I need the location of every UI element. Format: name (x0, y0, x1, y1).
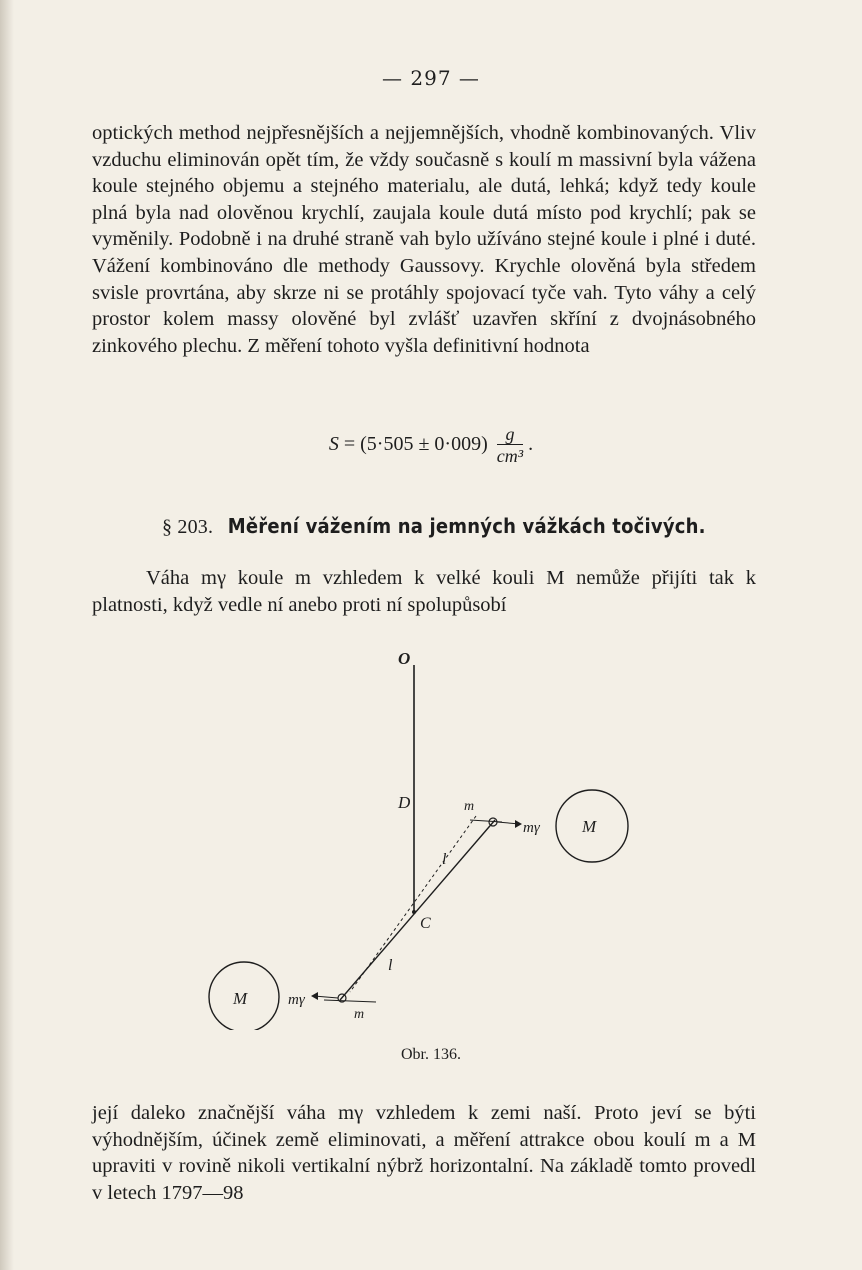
label-o: O (398, 649, 411, 668)
label-M-right: M (582, 817, 597, 836)
force-arrow-lower-head (311, 992, 318, 1000)
figure-caption: Obr. 136. (401, 1046, 461, 1063)
label-c: C (420, 915, 431, 932)
label-m-upper: m (464, 799, 475, 814)
page-number: — 297 — (382, 66, 480, 90)
label-M-left: M (233, 989, 248, 1008)
label-mg-upper: mγ (523, 820, 540, 836)
label-d: D (398, 793, 411, 812)
formula-equals: = (338, 433, 361, 456)
section-title: Měření vážením na jemných vážkách točivých. (227, 514, 706, 538)
force-arrow-upper-head (515, 820, 522, 828)
formula-fraction (497, 424, 523, 467)
torsion-balance-figure (190, 640, 640, 1030)
formula-numerator: g (497, 424, 523, 445)
section-heading (162, 514, 802, 539)
paragraph-3: její daleko značnější váha mγ vzhledem k zemi naší. Proto jeví se býti výhodnějším, účinek země eliminovati, a měření attrakce obou koulí m a M upraviti v rovině nikoli vertikalní nýbrž horizontalní. Na základě tomto provedl v letech 1797—98 (92, 1102, 756, 1204)
density-formula (0, 424, 862, 467)
lower-m-bar (324, 1000, 376, 1002)
paragraph-2: Váha mγ koule m vzhledem k velké kouli M nemůže přijíti tak k platnosti, když vedle ní anebo proti ní spolupůsobí (92, 567, 756, 616)
section-number: § 203. (162, 516, 214, 538)
label-l-upper: l (442, 851, 447, 868)
formula-tail: . (523, 433, 534, 456)
paragraph-1: optických method nejpřesnějších a nejjemnějších, vhodně kombinovaných. Vliv vzduchu eliminován opět tím, že vždy současně s koulí m massivní byla vážena koule stejného objemu a stejného materialu, ale dutá, lehká; když tedy koule plná byla nad olověnou krychlí, zaujala koule dutá místo pod krychlí; pak se vyměnily. Podobně i na druhé straně vah bylo užíváno stejné koule i plné i duté. Vážení kombinováno dle methody Gaussovy. Krychle olověná byla středem svisle provrtána, aby skrze ni se protáhly spojovací tyče vah. Tyto váhy a celý prostor kolem massy olověné byl zvlášť uzavřen skříní z dvojnásobného zinkového plechu. Z měření tohoto vyšla definitivní hodnota (92, 122, 756, 357)
formula-value: (5·505 ± 0·009) (360, 433, 488, 456)
formula-denominator: cm³ (496, 446, 524, 466)
label-mg-lower: mγ (288, 992, 305, 1008)
label-m-lower: m (354, 1007, 365, 1022)
point-c-marker (412, 910, 416, 914)
label-l-lower: l (388, 957, 393, 974)
formula-lhs: S (328, 433, 339, 456)
page-edge-shadow (0, 0, 14, 1270)
